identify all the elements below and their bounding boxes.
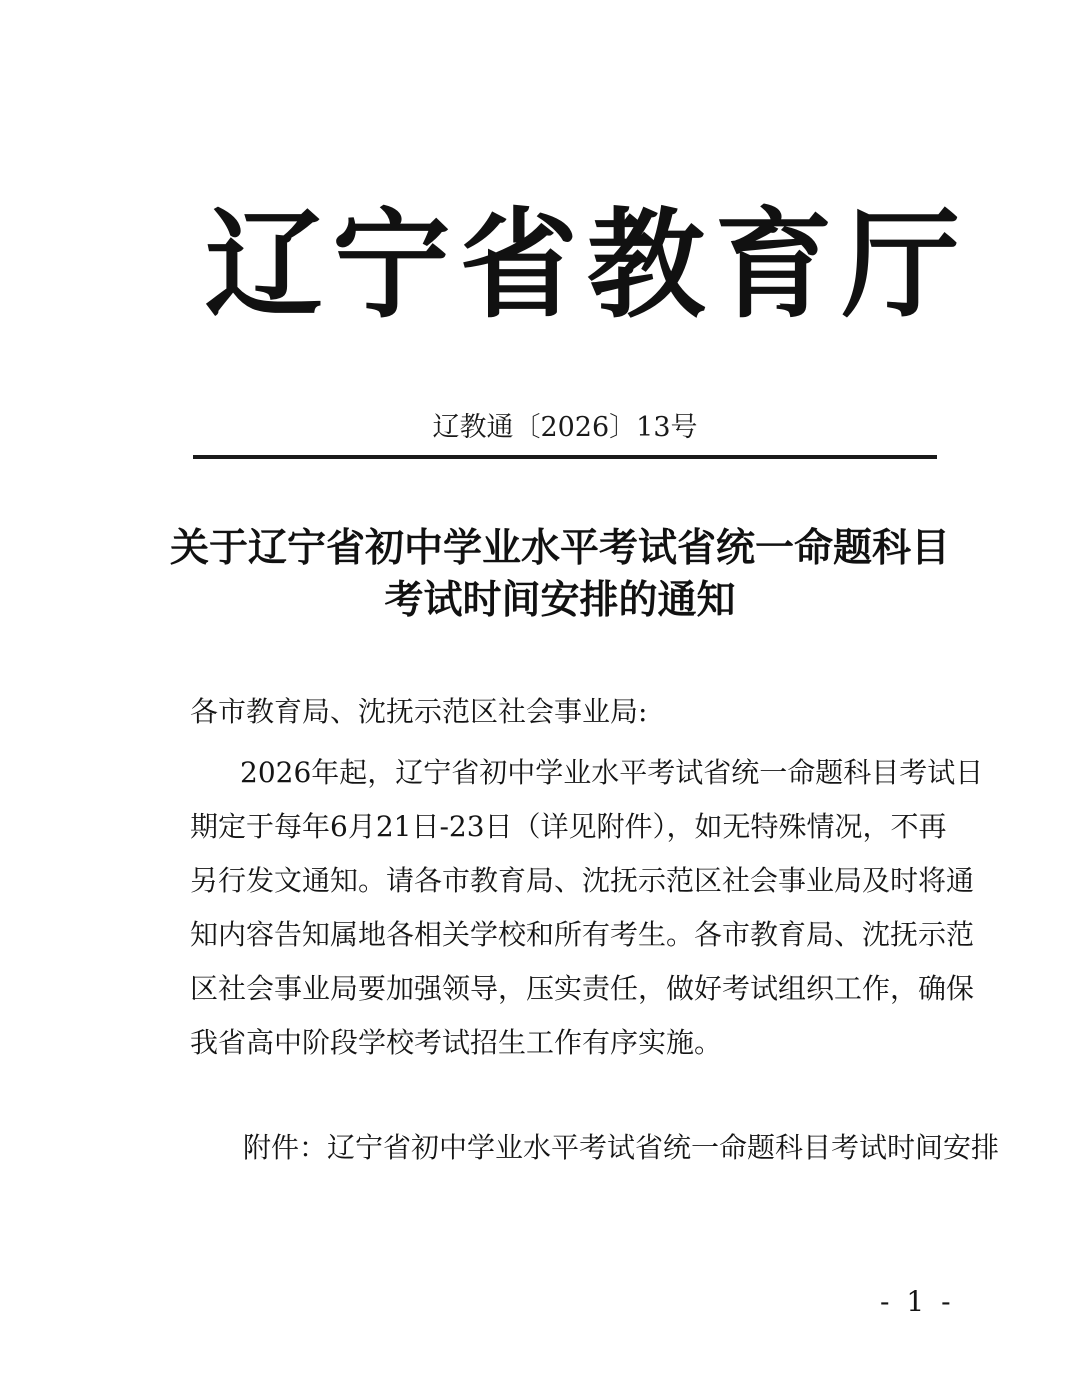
org-name-char: 宁 xyxy=(332,195,451,334)
org-name-char: 教 xyxy=(587,195,706,334)
body-line: 期定于每年6月21日-23日（详见附件），如无特殊情况，不再 xyxy=(190,810,947,843)
org-name-char: 育 xyxy=(714,195,833,334)
body-line: 2026年起，辽宁省初中学业水平考试省统一命题科目考试日 xyxy=(240,756,984,789)
page-number: - 1 - xyxy=(880,1285,955,1318)
body-line: 知内容告知属地各相关学校和所有考生。各市教育局、沈抚示范 xyxy=(190,918,975,951)
notice-body xyxy=(190,746,984,1070)
org-name-char: 辽 xyxy=(205,195,324,334)
attachment-note: 附件：辽宁省初中学业水平考试省统一命题科目考试时间安排 xyxy=(243,1131,1000,1164)
body-line: 我省高中阶段学校考试招生工作有序实施。 xyxy=(190,1026,723,1059)
org-name-char: 省 xyxy=(459,195,578,334)
notice-title xyxy=(170,522,950,626)
salutation: 各市教育局、沈抚示范区社会事业局: xyxy=(190,695,648,728)
notice-title-line-2: 考试时间安排的通知 xyxy=(384,577,736,623)
org-name-char: 厅 xyxy=(841,195,960,334)
document-number: 辽教通〔2026〕13号 xyxy=(432,412,698,443)
header-divider xyxy=(193,455,937,459)
notice-title-line-1: 关于辽宁省初中学业水平考试省统一命题科目 xyxy=(170,525,951,571)
issuing-organization xyxy=(205,195,960,334)
body-line: 区社会事业局要加强领导，压实责任，做好考试组织工作，确保 xyxy=(190,972,975,1005)
body-line: 另行发文通知。请各市教育局、沈抚示范区社会事业局及时将通 xyxy=(190,864,975,897)
